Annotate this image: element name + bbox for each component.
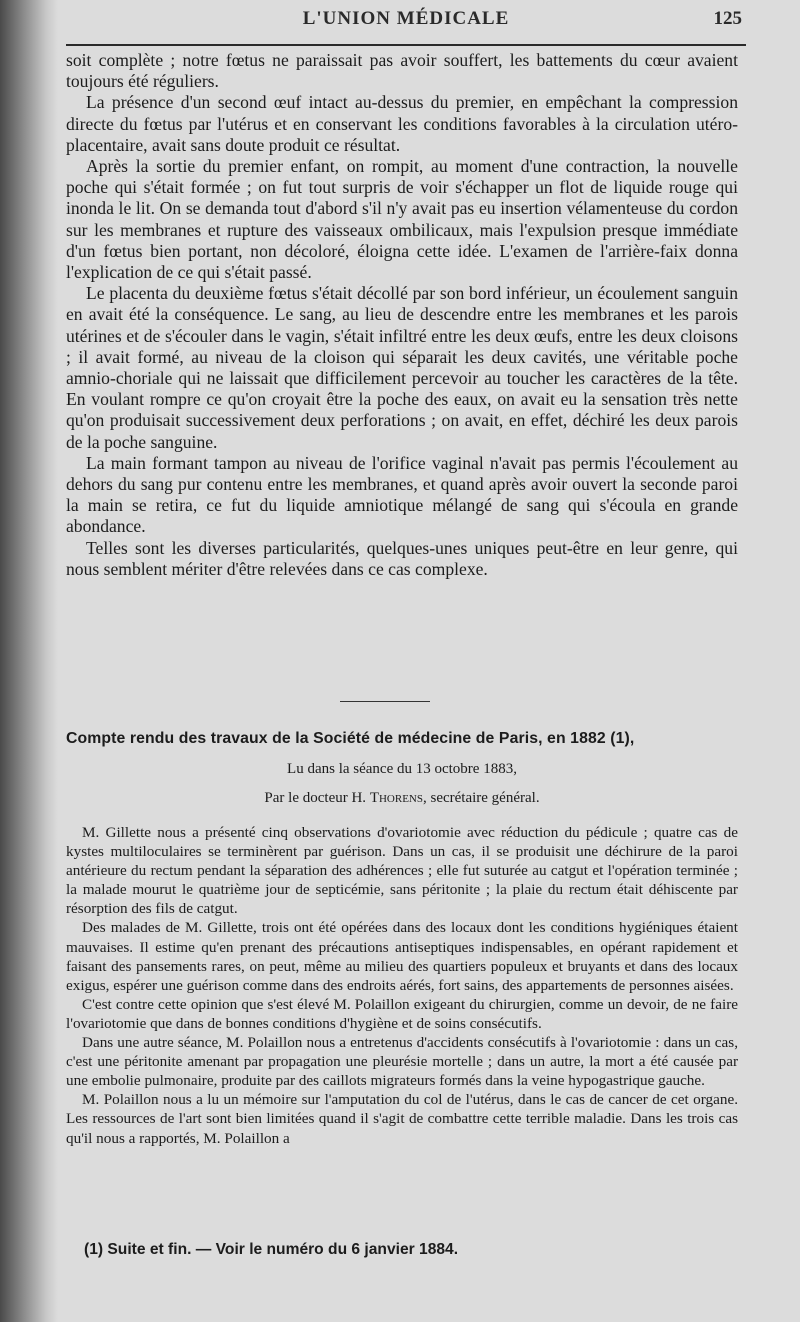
report-title: Compte rendu des travaux de la Société de médecine de Paris, en 1882 (1), <box>66 730 635 747</box>
author-suffix: , secrétaire général. <box>422 790 540 806</box>
header-rule <box>66 44 746 46</box>
paragraph: soit complète ; notre fœtus ne paraissait pas avoir souffert, les battements du cœur avaient toujours été réguliers. <box>66 50 738 92</box>
paragraph: Dans une autre séance, M. Polaillon nous a entretenus d'accidents consécutifs à l'ovariotomie : dans un cas, c'est une péritonite amenant par propagation une pleurésie mortelle ; dans un autre, la mort a été causée par une embolie pulmonaire, produite par des caillots migrateurs formés dans la veine hypogastrique gauche. <box>66 1034 738 1090</box>
author-name: Thorens <box>369 790 423 806</box>
paragraph: Le placenta du deuxième fœtus s'était décollé par son bord inférieur, un écoulement sanguin en avait été la conséquence. Le sang, au lieu de descendre entre les membranes et les parois utérines et de s'écouler dans le vagin, s'était infiltré entre les deux œufs, entre les deux cloisons ; il avait formé, au niveau de la cloison qui séparait les deux cavités, une véritable poche amnio-choriale qui ne laissait que difficilement percevoir au toucher les caractères de la tête. En voulant rompre ce qu'on croyait être la poche des eaux, on avait eu la sensation très nette qu'on produisait successivement deux perforations ; on avait, en effet, déchiré les deux parois de la poche sanguine. <box>66 283 738 452</box>
section-divider <box>340 701 430 702</box>
paragraph: Après la sortie du premier enfant, on rompit, au moment d'une contraction, la nouvelle poche qui s'était formée ; on fut tout surpris de voir s'échapper un flot de liquide rouge qui inonda le lit. On se demanda tout d'abord s'il n'y avait pas eu insertion vélamenteuse du cordon sur les membranes et rupture des vaisseaux ombilicaux, mais l'expulsion presque immédiate d'un fœtus bien portant, non décoloré, éloigna cette idée. L'examen de l'arrière-faix donna l'explication de ce qui s'était passé. <box>66 156 738 283</box>
paragraph: M. Polaillon nous a lu un mémoire sur l'amputation du col de l'utérus, dans le cas de cancer de cet organe. Les ressources de l'art sont bien limitées quand il s'agit de combattre cette terrible maladie. Dans les trois cas qu'il nous a rapportés, M. Polaillon a <box>66 1091 738 1147</box>
running-title: L'UNION MÉDICALE <box>302 8 510 29</box>
paragraph: La présence d'un second œuf intact au-dessus du premier, en empêchant la compression directe du fœtus par l'utérus et en conservant les conditions favorables à la circulation utéro-placentaire, avait sans doute produit ce résultat. <box>66 92 738 155</box>
paragraph: La main formant tampon au niveau de l'orifice vaginal n'avait pas permis l'écoulement au dehors du sang pur contenu entre les membranes, et quand après avoir ouvert la seconde paroi la main se retira, ce fut du liquide amniotique mélangé de sang qui s'écoula en grande abondance. <box>66 452 738 537</box>
author-prefix: Par le docteur H. <box>264 790 367 806</box>
case-report-text <box>66 50 738 580</box>
page-header <box>70 6 742 36</box>
page-number: 125 <box>713 8 742 29</box>
report-author <box>66 789 738 808</box>
paragraph: C'est contre cette opinion que s'est élevé M. Polaillon exigeant du chirurgien, comme un devoir, de ne faire l'ovariotomie que dans de bonnes conditions d'hygiène et de soins consécutifs. <box>66 995 738 1032</box>
report-text <box>66 823 738 1148</box>
paragraph: M. Gillette nous a présenté cinq observations d'ovariotomie avec réduction du pédicule ; quatre cas de kystes multiloculaires se terminèrent par guérison. Dans un cas, il se produisit une déchirure de la paroi antérieure du rectum pendant la séparation des adhérences ; elle fut suturée au catgut et l'opération terminée ; la malade mourut le quatrième jour de septicémie, sans péritonite ; la plaie du rectum était déhiscente par résorption des fils de catgut. <box>66 824 738 918</box>
paragraph: Telles sont les diverses particularités, quelques-unes uniques peut-être en leur genre, qui nous semblent mériter d'être relevées dans ce cas complexe. <box>66 537 738 579</box>
reading-date: Lu dans la séance du 13 octobre 1883, <box>287 761 517 777</box>
paragraph: Des malades de M. Gillette, trois ont été opérées dans des locaux dont les conditions hygiéniques étaient mauvaises. Il estime qu'en prenant des précautions antiseptiques indispensables, en opérant rapidement et faisant des pansements rares, on peut, même au milieu des quartiers populeux et bruyants et dans des locaux exigus, espérer une guérison comme dans des endroits aérés, fort sains, des appartements de personnes aisées. <box>66 919 738 994</box>
footnote: (1) Suite et fin. — Voir le numéro du 6 janvier 1884. <box>84 1241 459 1258</box>
binding-shadow <box>0 0 58 1322</box>
